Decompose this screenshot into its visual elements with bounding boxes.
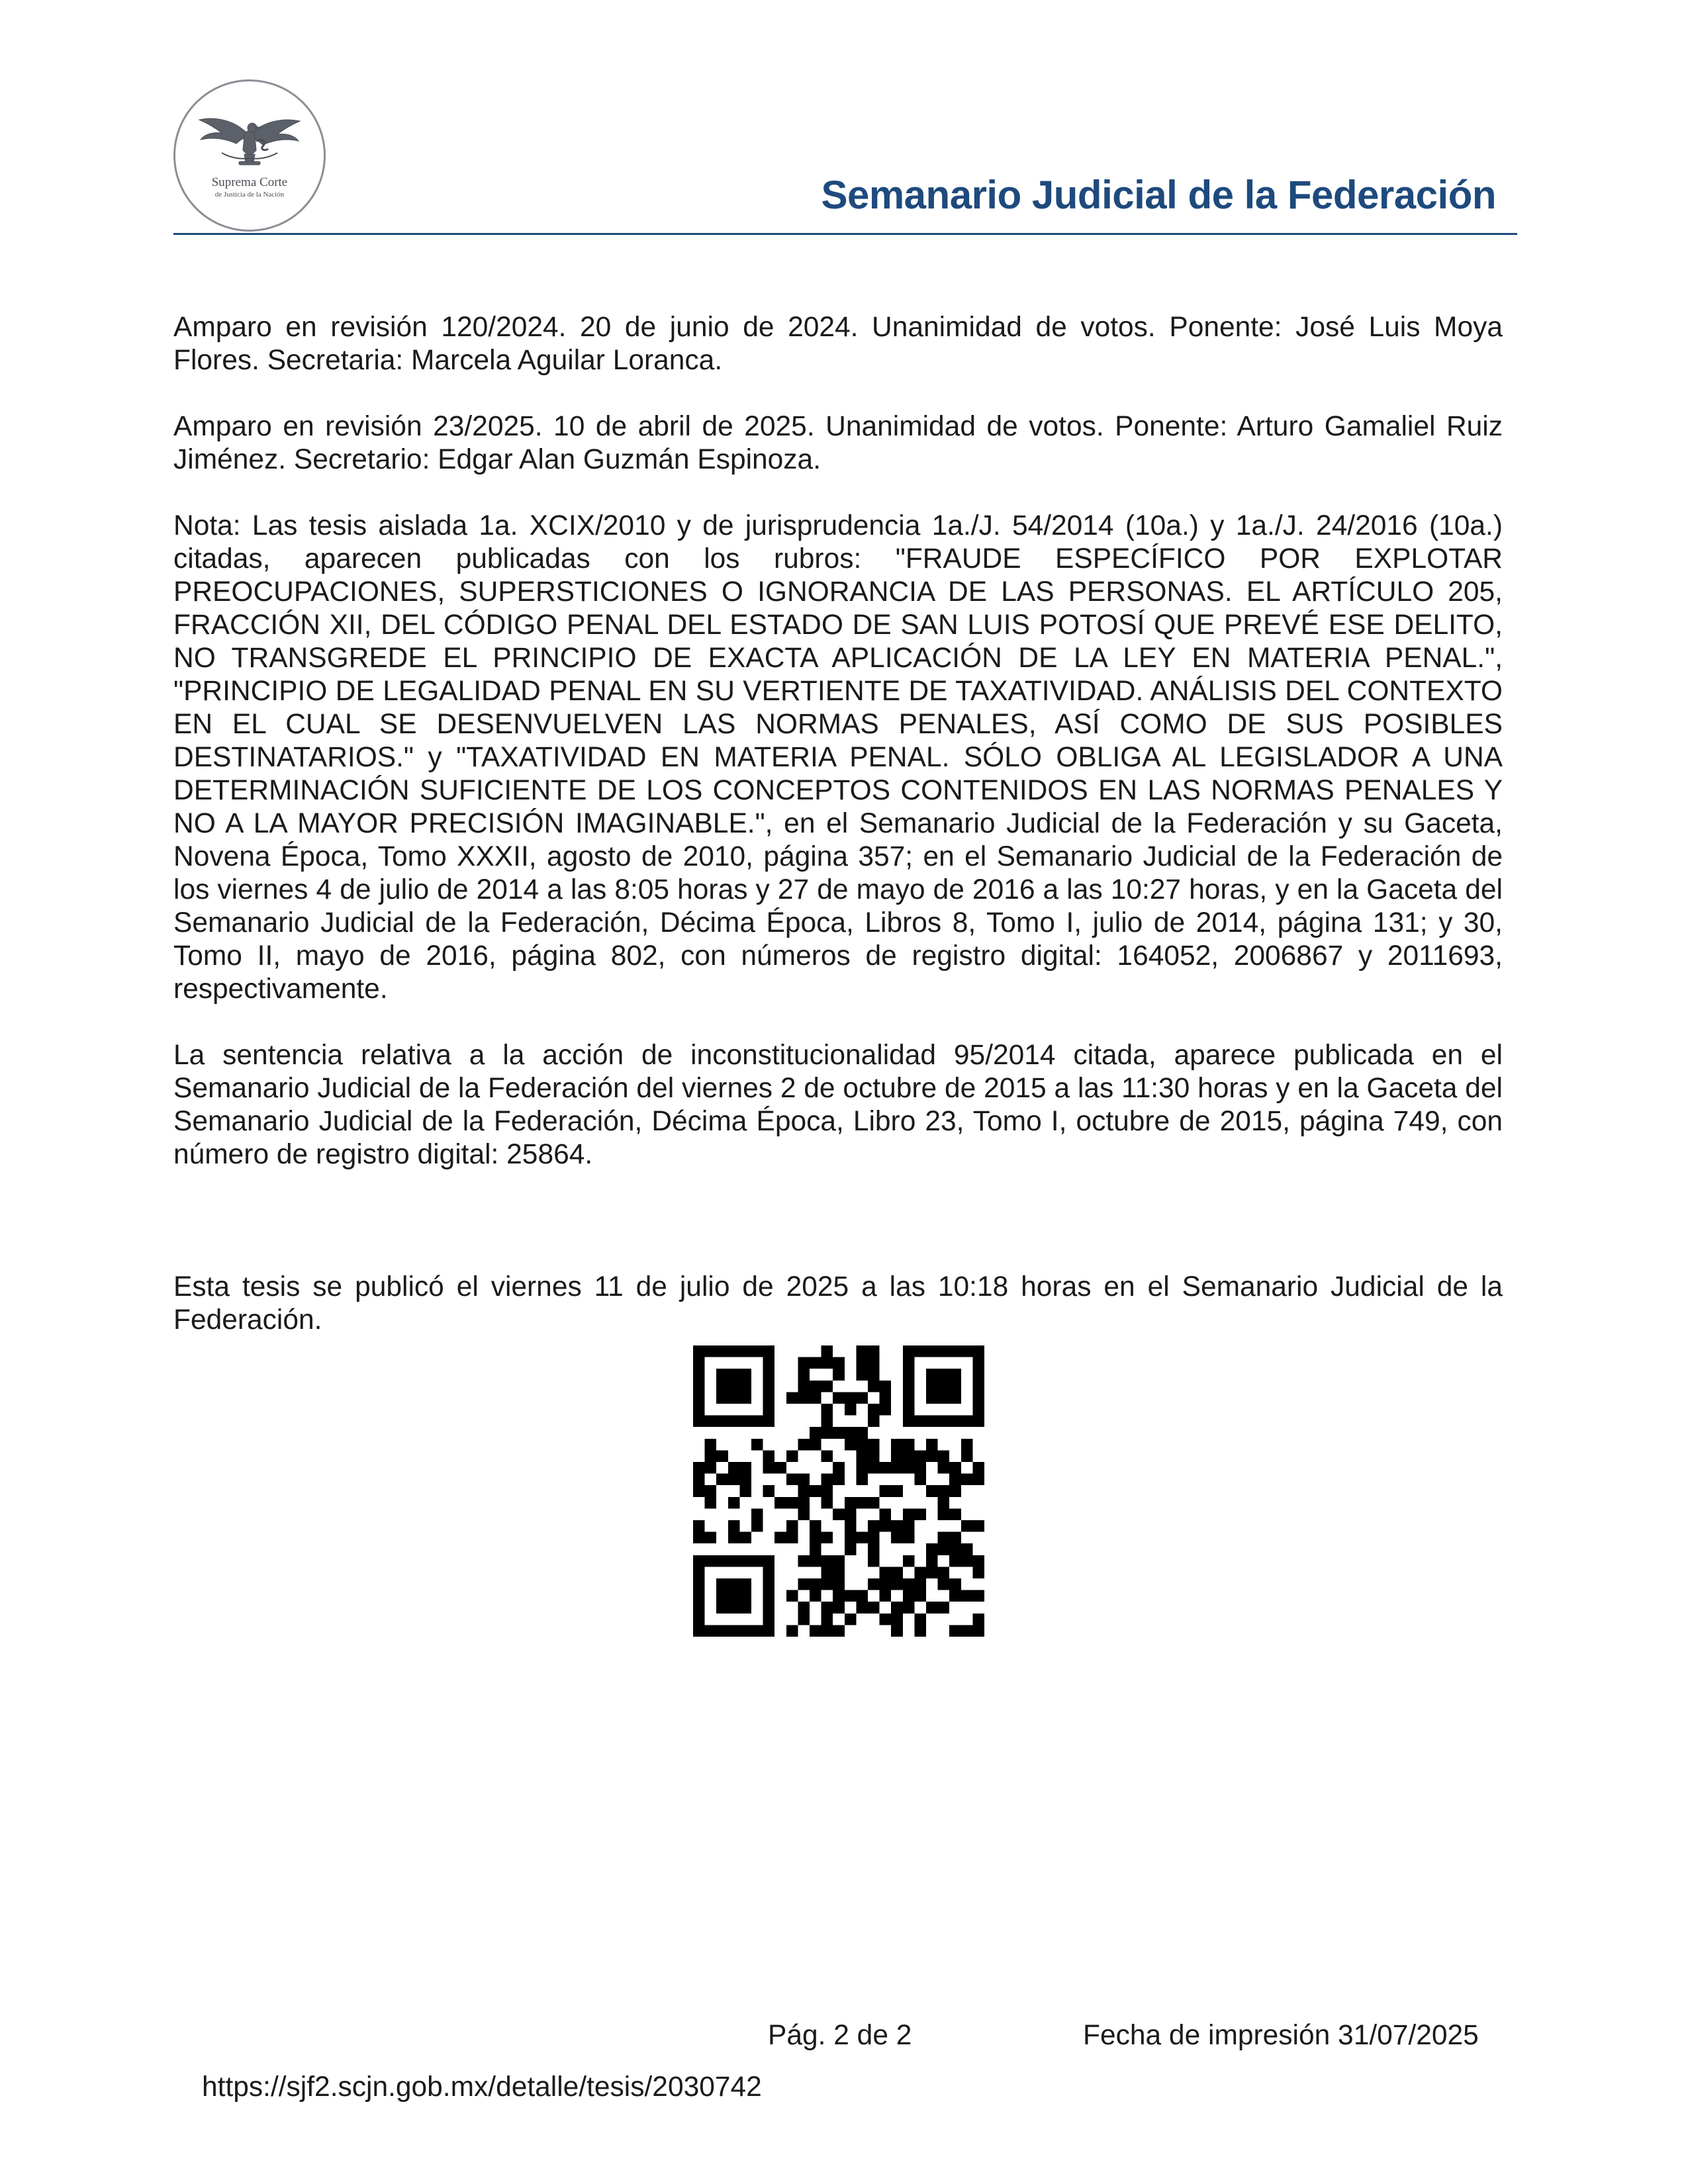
source-url[interactable]: https://sjf2.scjn.gob.mx/detalle/tesis/2030742	[202, 2071, 762, 2103]
publication-note: Esta tesis se publicó el viernes 11 de julio de 2025 a las 10:18 horas en el Semanario Judicial de la Federación.	[173, 1271, 1503, 1336]
eagle-seal-icon	[175, 81, 324, 230]
paragraph-amparo-23-2025: Amparo en revisión 23/2025. 10 de abril de 2025. Unanimidad de votos. Ponente: Arturo Gamaliel Ruiz Jiménez. Secretario: Edgar Alan Guzmán Espinoza.	[173, 411, 1503, 475]
document-body	[173, 311, 1503, 1370]
logo-subtitle: de Justicia de la Nación	[214, 191, 285, 199]
paragraph-amparo-120-2024: Amparo en revisión 120/2024. 20 de junio de 2024. Unanimidad de votos. Ponente: José Luis Moya Flores. Secretaria: Marcela Aguilar Loranca.	[173, 312, 1503, 376]
print-date: Fecha de impresión 31/07/2025	[1083, 2020, 1479, 2051]
logo-name: Suprema Corte	[211, 175, 288, 189]
header-divider	[173, 233, 1517, 235]
page-title: Semanario Judicial de la Federación	[821, 173, 1496, 217]
paragraph-nota: Nota: Las tesis aislada 1a. XCIX/2010 y de jurisprudencia 1a./J. 54/2014 (10a.) y 1a./J. 24/2016 (10a.) citadas, aparecen publicadas con los rubros: "FRAUDE ESPECÍFICO POR EXPLOTAR PREOCUPACIONES, SUPERSTICIONES O IGNORANCIA DE LAS PERSONAS. EL ARTÍCULO 205, FRACCIÓN XII, DEL CÓDIGO PENAL DEL ESTADO DE SAN LUIS POTOSÍ QUE PREVÉ ESE DELITO, NO TRANSGREDE EL PRINCIPIO DE EXACTA APLICACIÓN DE LA LEY EN MATERIA PENAL.", "PRINCIPIO DE LEGALIDAD PENAL EN SU VERTIENTE DE TAXATIVIDAD. ANÁLISIS DEL CONTEXTO EN EL CUAL SE DESENVUELVEN LAS NORMAS PENALES, ASÍ COMO DE SUS POSIBLES DESTINATARIOS." y "TAXATIVIDAD EN MATERIA PENAL. SÓLO OBLIGA AL LEGISLADOR A UNA DETERMINACIÓN SUFICIENTE DE LOS CONCEPTOS CONTENIDOS EN LAS NORMAS PENALES Y NO A LA MAYOR PRECISIÓN IMAGINABLE.", en el Semanario Judicial de la Federación y su Gaceta, Novena Época, Tomo XXXII, agosto de 2010, página 357; en el Semanario Judicial de la Federación de los viernes 4 de julio de 2014 a las 8:05 horas y 27 de mayo de 2016 a las 10:27 horas, y en la Gaceta del Semanario Judicial de la Federación, Décima Época, Libros 8, Tomo I, julio de 2014, página 131; y 30, Tomo II, mayo de 2016, página 802, con números de registro digital: 164052, 2006867 y 2011693, respectivamente.	[173, 510, 1503, 1005]
scjn-logo	[173, 79, 326, 232]
qr-code-icon	[693, 1345, 984, 1637]
page-number: Pág. 2 de 2	[768, 2020, 912, 2051]
paragraph-sentencia: La sentencia relativa a la acción de inconstitucionalidad 95/2014 citada, aparece publicada en el Semanario Judicial de la Federación del viernes 2 de octubre de 2015 a las 11:30 horas y en la Gaceta del Semanario Judicial de la Federación, Décima Época, Libro 23, Tomo I, octubre de 2015, página 749, con número de registro digital: 25864.	[173, 1040, 1503, 1170]
